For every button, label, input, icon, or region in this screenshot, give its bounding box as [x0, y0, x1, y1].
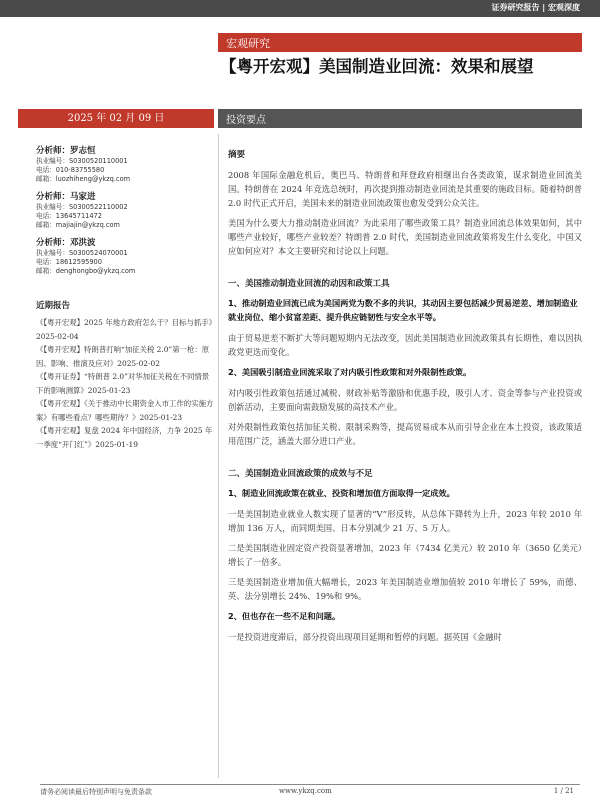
recent-report-item[interactable]: 《【粤开宏观】《关于推动中长期资金入市工作的实施方案》有哪些看点？哪些期待？》2025-01-23 [36, 399, 214, 422]
recent-report-item[interactable]: 《【粤开宏观】2025 年地方政府怎么干？目标与抓手》2025-02-04 [36, 318, 213, 341]
analyst-block [36, 145, 216, 184]
analyst-phone: 电话：13645711472 [36, 212, 102, 220]
main-content [228, 148, 582, 650]
section-subhead: 1、制造业回流政策在就业、投资和增加值方面取得一定成效。 [228, 488, 455, 498]
analyst-email[interactable]: 邮箱：majiajin@ykzq.com [36, 221, 120, 229]
footer-divider [40, 784, 580, 785]
section-subhead: 1、推动制造业回流已成为美国两党为数不多的共识，其动因主要包括减少贸易逆差、增加制造业就业岗位、缩小贫富差距、提升供应链韧性与安全水平等。 [228, 298, 578, 322]
section-paragraph: 一是美国制造业就业人数实现了显著的“V”形反转，从总体下降转为上升，2023 年较 2010 年增加 136 万人，而同期美国、日本分别减少 21 万、5 万人。 [228, 509, 582, 533]
section-paragraph: 对内吸引性政策包括通过减税、财政补贴等激励和优惠手段，吸引人才、资金等参与产业投资或创新活动，主要面向需鼓励发展的高技术产业。 [228, 388, 582, 412]
analyst-phone: 电话：18612595900 [36, 258, 102, 266]
section-paragraph: 对外限制性政策包括加征关税、限制采购等，提高贸易成本从而引导企业在本土投资，该政策适用范围广泛，涵盖大部分进口产业。 [228, 422, 582, 446]
analyst-block [36, 191, 216, 230]
section-title: 二、美国制造业回流政策的成效与不足 [228, 469, 373, 479]
category-label: 宏观研究 [226, 37, 270, 50]
analyst-name: 分析师：马家进 [36, 192, 96, 202]
recent-reports-title: 近期报告 [36, 301, 71, 311]
section-paragraph: 一是投资进度滞后，部分投资出现项目延期和暂停的问题。据英国《金融时 [228, 632, 502, 642]
analyst-email[interactable]: 邮箱：denghongbo@ykzq.com [36, 267, 136, 275]
recent-report-item[interactable]: 《【粤开宏观】特朗普打响“加征关税 2.0”第一枪：原因、影响、推演及应对》2025-02-02 [36, 345, 210, 368]
analyst-email[interactable]: 邮箱：luozhiheng@ykzq.com [36, 175, 131, 183]
report-date: 2025 年 02 月 09 日 [67, 113, 165, 124]
analyst-phone: 电话：010-83755580 [36, 166, 105, 174]
section-paragraph: 二是美国制造业固定资产投资显著增加，2023 年（7434 亿美元）较 2010 年（3650 亿美元）增长了一倍多。 [228, 543, 582, 567]
section-paragraph: 三是美国制造业增加值大幅增长，2023 年美国制造业增加值较 2010 年增长了 59%，而德、英、法分别增长 24%、19%和 9%。 [228, 577, 582, 601]
column-divider [218, 134, 219, 778]
analyst-name: 分析师：邓洪波 [36, 238, 96, 248]
section-paragraph: 由于贸易逆差不断扩大等问题短期内无法改变，因此美国制造业回流政策具有长期性，难以因执政党更迭而变化。 [228, 333, 582, 357]
recent-report-item[interactable]: 《【粤开宏观】复盘 2024 年中国经济，力争 2025 年一季度“开门红”》2025-01-19 [36, 426, 213, 449]
report-type-label: 证券研究报告 | 宏观深度 [491, 3, 580, 12]
analyst-block [36, 237, 216, 276]
footer-disclaimer[interactable]: 请务必阅读最后特别声明与免责条款 [40, 788, 152, 796]
section-subhead: 2、美国吸引制造业回流采取了对内吸引性政策和对外限制性政策。 [228, 367, 472, 377]
page-number: 1 / 21 [553, 787, 574, 795]
analyst-license: 执业编号：S0300520110001 [36, 157, 128, 165]
abstract-paragraph: 美国为什么要大力推动制造业回流？为此采用了哪些政策工具？制造业回流总体效果如何，其中哪些产业较好，哪些产业较差？特朗普 2.0 时代，美国制造业回流政策将发生什么变化，中国又应如何应对？本文主要研究和讨论以上问题。 [228, 218, 582, 256]
abstract-paragraph: 2008 年国际金融危机后，奥巴马、特朗普和拜登政府相继出台各类政策，谋求制造业回流美国。特朗普在 2024 年竞选总统时，再次提到推动制造业回流是其重要的施政目标。随着特朗普 2.0 时代正式开启，美国未来的制造业回流政策也愈发受到公众关注。 [228, 170, 582, 208]
section-subhead: 2、但也存在一些不足和问题。 [228, 611, 341, 621]
category-bar [218, 33, 582, 52]
analyst-license: 执业编号：S0300524070001 [36, 249, 128, 257]
investment-points-label: 投资要点 [226, 115, 266, 126]
date-bar [18, 109, 214, 128]
report-title: 【粤开宏观】美国制造业回流：效果和展望 [220, 57, 534, 76]
header-bar [0, 0, 600, 17]
abstract-title: 摘要 [228, 150, 246, 160]
recent-report-item[interactable]: 《【粤开证券】“特朗普 2.0”对华加征关税在不同情景下的影响测算》2025-01-23 [36, 372, 210, 395]
investment-points-bar [218, 109, 582, 128]
analyst-name: 分析师：罗志恒 [36, 146, 96, 156]
footer-website[interactable]: www.ykzq.com [279, 787, 332, 795]
analyst-license: 执业编号：S0300522110002 [36, 203, 128, 211]
section-title: 一、美国推动制造业回流的动因和政策工具 [228, 279, 390, 289]
sidebar [36, 145, 216, 451]
